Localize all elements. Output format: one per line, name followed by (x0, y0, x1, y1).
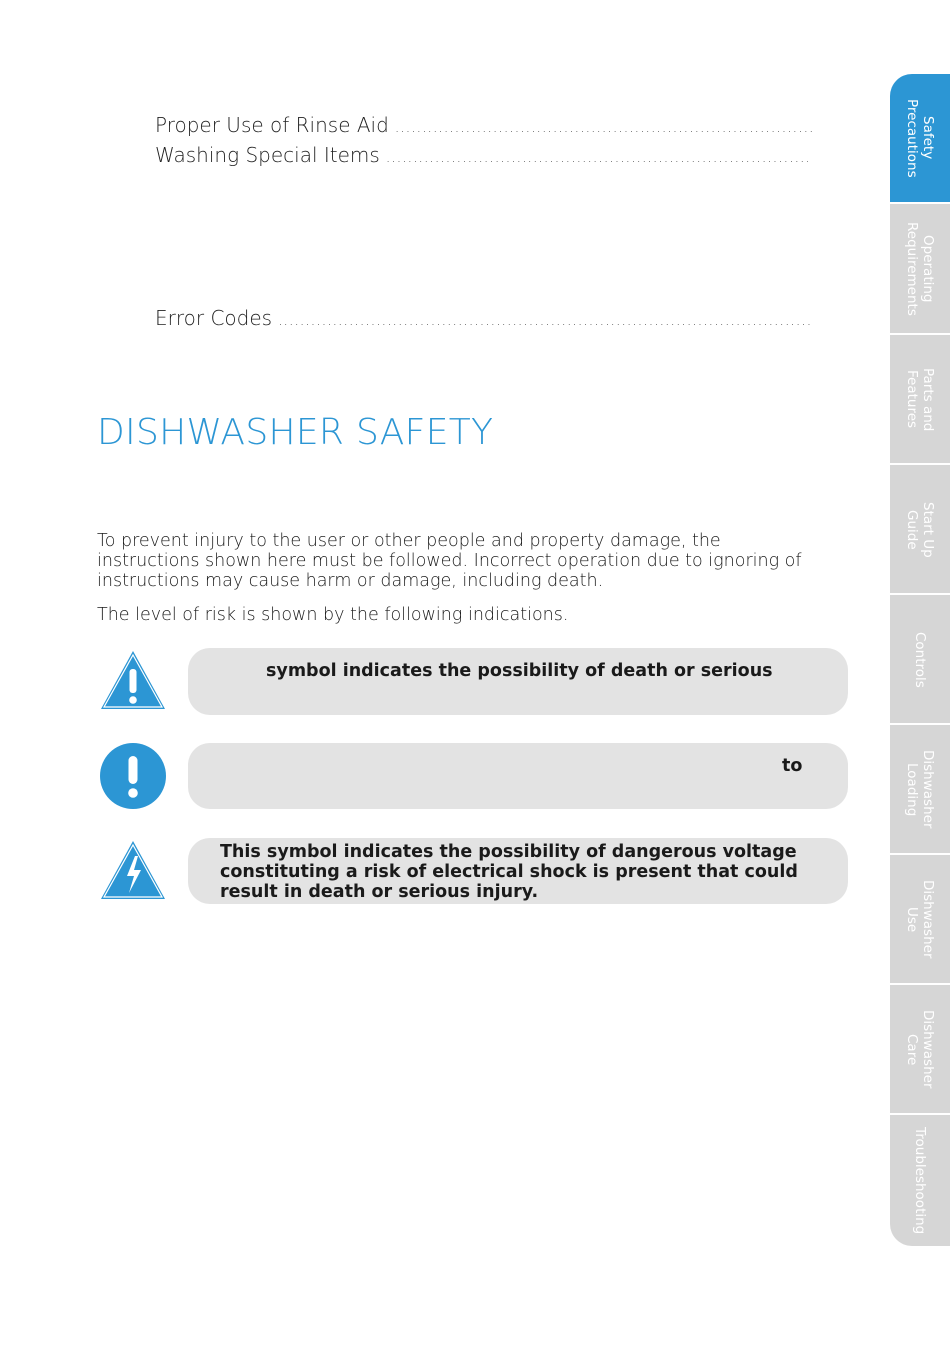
warning-triangle-icon (99, 646, 167, 714)
tab-label: Dishwasher Loading (904, 750, 936, 829)
tab-start-up-guide[interactable] (890, 463, 950, 594)
tab-label: Parts and Features (904, 367, 936, 432)
tab-dishwasher-loading[interactable] (890, 723, 950, 854)
tab-controls[interactable] (890, 593, 950, 724)
toc-entry-label: Proper Use of Rinse Aid (155, 113, 389, 137)
electrical-indication-text: This symbol indicates the possibility of dangerous voltage constituting a risk of electrical shock is present that could result in death or serious injury. (220, 842, 798, 902)
toc-entry-label: Error Codes (155, 306, 273, 330)
tab-parts-and-features[interactable] (890, 333, 950, 464)
section-title: DISHWASHER SAFETY (97, 412, 494, 453)
tab-label: Dishwasher Use (904, 880, 936, 959)
warning-indication (188, 648, 848, 715)
tab-label: Controls (912, 631, 928, 688)
tab-label: Dishwasher Care (904, 1010, 936, 1089)
warning-indication-text: symbol indicates the possibility of death or serious (266, 661, 773, 681)
toc-entry-label: Washing Special Items (155, 143, 380, 167)
toc-entry-rinse-aid[interactable] (155, 113, 812, 137)
tab-troubleshooting[interactable] (890, 1113, 950, 1246)
tab-label: Troubleshooting (912, 1126, 928, 1235)
caution-indication (188, 743, 848, 809)
tab-safety-precautions[interactable] (890, 74, 950, 202)
toc-entry-special-items[interactable] (155, 143, 808, 167)
tab-operating-requirements[interactable] (890, 202, 950, 334)
electrical-hazard-icon (99, 836, 167, 904)
toc-leader-dots (386, 150, 808, 166)
caution-indication-text: to (782, 756, 803, 776)
tab-label: Operating Requirements (904, 222, 936, 316)
risk-level-text: The level of risk is shown by the following indications. (97, 605, 569, 625)
intro-paragraph: To prevent injury to the user or other people and property damage, the instructions shown here must be followed. Incorrect operation due to ignoring of instructions may cause harm or damage, including death. (97, 531, 802, 591)
tab-dishwasher-care[interactable] (890, 983, 950, 1114)
electrical-indication (188, 838, 848, 904)
exclamation-circle-icon (99, 742, 167, 810)
toc-leader-dots (395, 120, 812, 136)
tab-label: Start Up Guide (904, 501, 936, 558)
toc-entry-error-codes[interactable] (155, 306, 812, 330)
toc-leader-dots (278, 313, 812, 329)
tab-label: Safety Precautions (904, 98, 936, 178)
tab-dishwasher-use[interactable] (890, 853, 950, 984)
